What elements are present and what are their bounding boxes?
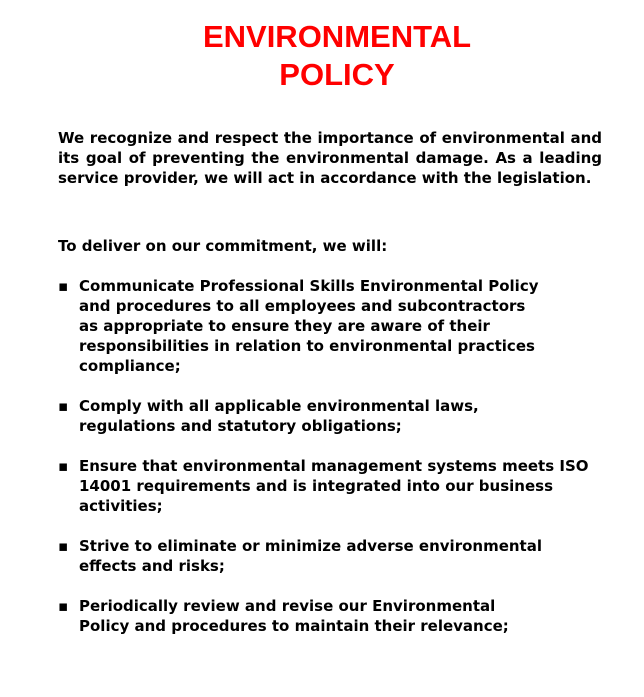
- list-item-line: Ensure that environmental management systems meets ISO: [79, 457, 589, 475]
- list-item-line: compliance;: [79, 357, 181, 375]
- list-item-line: Comply with all applicable environmental laws,: [79, 397, 479, 415]
- list-item-line: responsibilities in relation to environmental practices: [79, 337, 535, 355]
- list-item: [58, 596, 618, 636]
- list-item: [58, 276, 618, 376]
- bullet-icon: ▪: [58, 397, 69, 415]
- list-item: [58, 456, 618, 516]
- page-title-line-1: ENVIRONMENTAL: [202, 19, 472, 54]
- list-item-line: 14001 requirements and is integrated into our business: [79, 477, 554, 495]
- commitment-lead: To deliver on our commitment, we will:: [58, 237, 388, 255]
- list-item-line: Communicate Professional Skills Environmental Policy: [79, 277, 539, 295]
- list-item-line: Periodically review and revise our Environmental: [79, 597, 496, 615]
- list-item-line: effects and risks;: [79, 557, 225, 575]
- list-item-line: regulations and statutory obligations;: [79, 417, 402, 435]
- list-item: [58, 396, 618, 436]
- page-title: [0, 18, 644, 94]
- page-title-line-2: POLICY: [279, 57, 395, 92]
- list-item-line: and procedures to all employees and subcontractors: [79, 297, 526, 315]
- list-item-line: activities;: [79, 497, 163, 515]
- commitment-list: [58, 276, 618, 656]
- list-item: [58, 536, 618, 576]
- bullet-icon: ▪: [58, 277, 69, 295]
- bullet-icon: ▪: [58, 537, 69, 555]
- bullet-icon: ▪: [58, 457, 69, 475]
- list-item-line: as appropriate to ensure they are aware of their: [79, 317, 490, 335]
- list-item-line: Strive to eliminate or minimize adverse environmental: [79, 537, 542, 555]
- list-item-line: Policy and procedures to maintain their relevance;: [79, 617, 509, 635]
- bullet-icon: ▪: [58, 597, 69, 615]
- intro-paragraph: We recognize and respect the importance of environmental and its goal of preventing the environmental damage. As a leading service provider, we will act in accordance with the legislation.: [58, 129, 602, 187]
